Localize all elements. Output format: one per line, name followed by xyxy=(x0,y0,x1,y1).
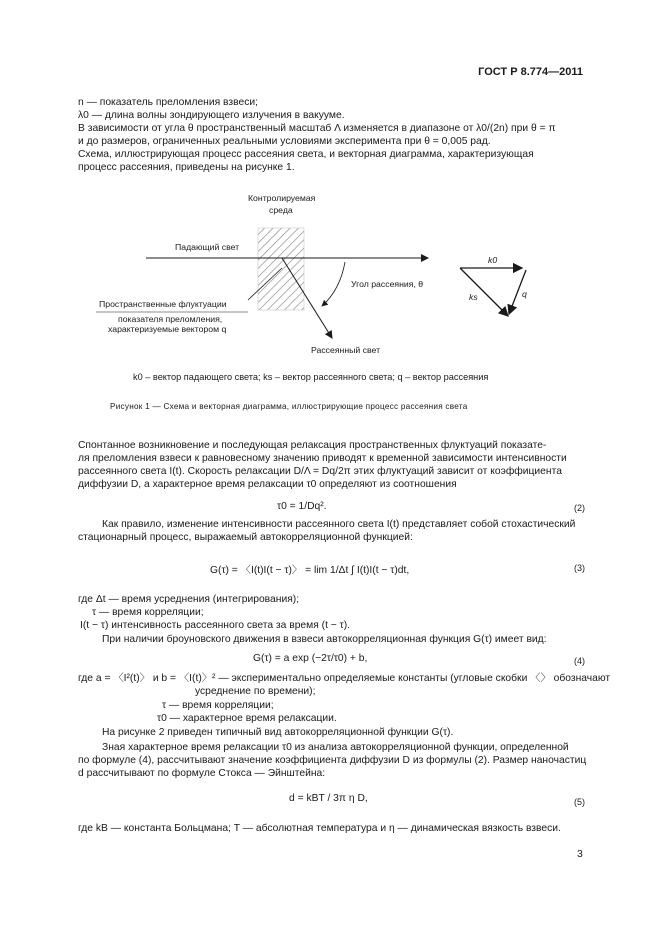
text-line: n — показатель преломления взвеси; xyxy=(78,97,258,108)
figure-caption: Рисунок 1 — Схема и векторная диаграмма, иллюстрирующие процесс рассеяния света xyxy=(110,402,468,411)
equation-4: G(τ) = a exp (−2τ/τ0) + b, xyxy=(253,653,368,664)
text-line: где a = 〈I²(t)〉 и b = 〈I(t)〉² — экспериментально определяемые константы (угловые скобки 〈〉 обозначают xyxy=(78,673,611,684)
text-line: Зная характерное время релаксации τ0 из анализа автокорреляционной функции, определенной xyxy=(102,742,569,753)
text-line: Схема, иллюстрирующая процесс рассеяния света, и векторная диаграмма, характеризующая xyxy=(78,149,534,160)
equation-number: (2) xyxy=(574,503,585,513)
text-line: по формуле (4), рассчитывают значение коэффициента диффузии D из формулы (2). Размер наночастиц xyxy=(78,755,587,766)
label-angle: Угол рассеяния, θ xyxy=(351,279,424,289)
label-fluct-1: Пространственные флуктуации xyxy=(99,299,227,309)
label-k0: k0 xyxy=(488,255,498,265)
text-line: τ0 — характерное время релаксации. xyxy=(157,713,337,724)
text-line: и до размеров, ограниченных реальными условиями эксперимента при θ = 0,005 рад. xyxy=(78,136,491,147)
text-line: На рисунке 2 приведен типичный вид автокорреляционной функции G(τ). xyxy=(102,727,454,738)
text-line: усреднение по времени); xyxy=(195,686,316,697)
angle-arc xyxy=(322,262,345,306)
text-line: d рассчитывают по формуле Стокса — Эйнштейна: xyxy=(78,768,326,779)
document-header: ГОСТ Р 8.774—2011 xyxy=(478,66,583,78)
vector-ks xyxy=(460,268,508,316)
text-line: Спонтанное возникновение и последующая релаксация пространственных флуктуаций показате- xyxy=(78,440,547,451)
text-line: стационарный процесс, выражаемый автокорреляционной функцией: xyxy=(78,532,413,543)
text-line: процесс рассеяния, приведены на рисунке 1. xyxy=(78,162,295,173)
text-line: Как правило, изменение интенсивности рассеянного света I(t) представляет собой стохастический xyxy=(102,519,576,530)
equation-3: G(τ) = 〈I(t)I(t − τ)〉 = lim 1/Δt ∫ I(t)I(t − τ)dt, xyxy=(210,565,410,576)
equation-number: (3) xyxy=(574,563,585,573)
text-line: τ — время корреляции; xyxy=(162,700,274,711)
equation-number: (5) xyxy=(574,797,585,807)
equation-2: τ0 = 1/Dq². xyxy=(277,501,327,512)
label-ks: ks xyxy=(469,292,478,302)
figure-legend: k0 – вектор падающего света; ks – вектор рассеянного света; q – вектор рассеяния xyxy=(133,372,489,382)
label-incident: Падающий свет xyxy=(175,242,240,252)
label-fluct-2: показателя преломления, xyxy=(118,314,223,324)
text-line: рассеянного света I(t). Скорость релаксации D/Λ = Dq/2π этих флуктуаций зависит от коэффициента xyxy=(78,466,562,477)
label-q: q xyxy=(522,289,527,299)
label-medium-2: среда xyxy=(269,205,293,215)
text-line: τ — время корреляции; xyxy=(92,607,204,618)
text-line: диффузии D, а характерное время релаксации τ0 определяют из соотношения xyxy=(78,479,457,490)
text-line: где Δt — время усреднения (интегрирования); xyxy=(78,594,300,605)
label-scattered: Рассеянный свет xyxy=(311,345,381,355)
equation-number: (4) xyxy=(574,656,585,666)
label-medium-1: Контролируемая xyxy=(248,193,316,203)
label-fluct-3: характеризуемые вектором q xyxy=(108,324,227,334)
text-line: λ0 — длина волны зондирующего излучения в вакууме. xyxy=(78,110,345,121)
equation-5: d = kBT / 3π η D, xyxy=(289,793,368,804)
text-line: I(t − τ) интенсивность рассеянного света за время (t − τ). xyxy=(80,620,351,631)
text-line: При наличии броуновского движения в взвеси автокорреляционная функция G(τ) имеет вид: xyxy=(102,634,547,645)
text-line: ля преломления взвеси к равновесному значению приводят к временной зависимости интенсивности xyxy=(78,453,567,464)
text-line: В зависимости от угла θ пространственный масштаб Λ изменяется в диапазоне от λ0/(2n) при θ = π xyxy=(78,123,556,134)
page-number: 3 xyxy=(577,848,583,860)
text-line: где kB — константа Больцмана; T — абсолютная температура и η — динамическая вязкость взвеси. xyxy=(78,823,561,834)
